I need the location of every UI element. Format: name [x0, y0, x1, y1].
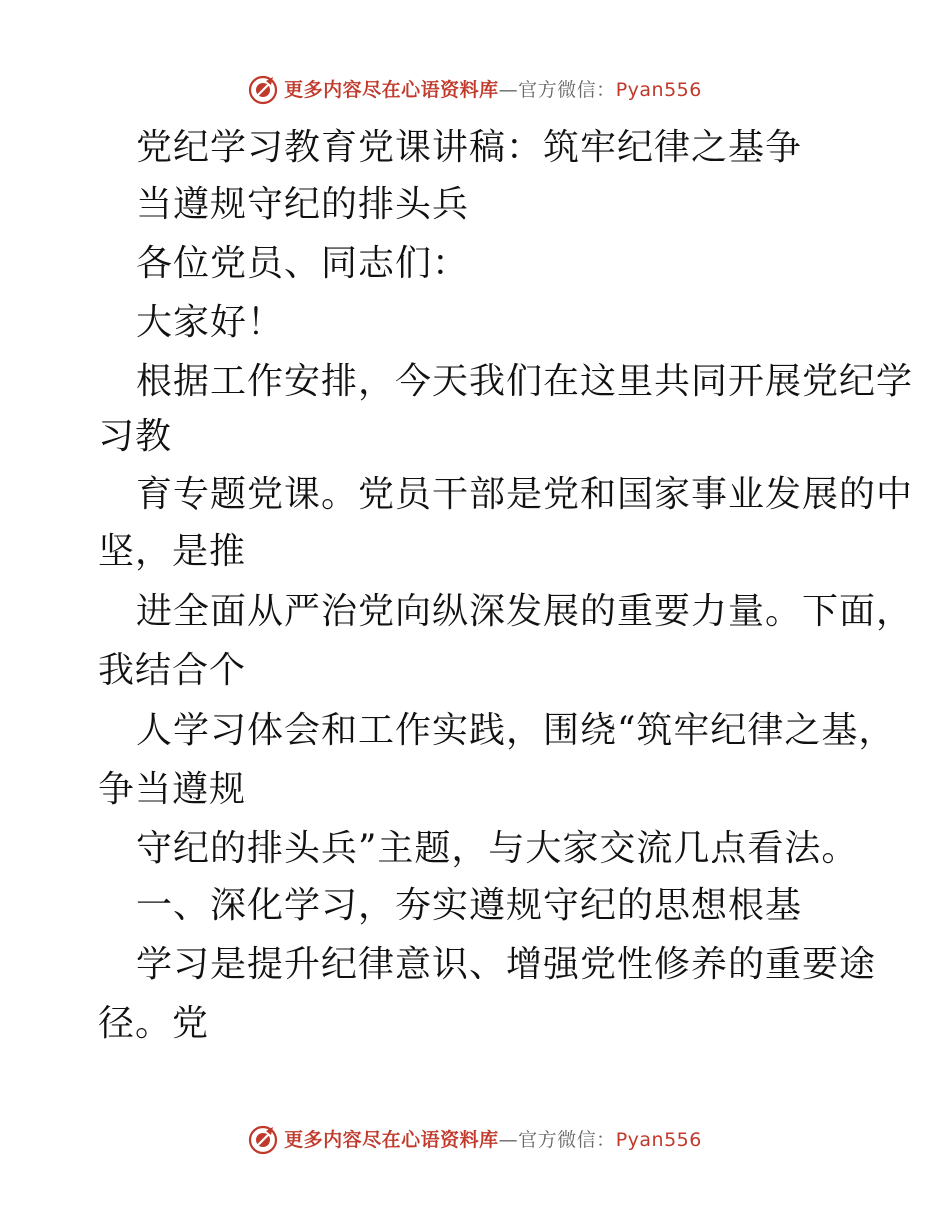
doc-paragraph-line: 进全面从严治党向纵深发展的重要力量。下面，: [136, 591, 914, 632]
doc-paragraph-line: 我结合个: [98, 650, 247, 691]
doc-paragraph-line: 根据工作安排，今天我们在这里共同开展党纪学: [136, 361, 914, 402]
banner-site-text: 更多内容尽在心语资料库: [284, 79, 499, 101]
banner-wechat-label: 官方微信：: [518, 79, 616, 101]
doc-paragraph-line: 学习是提升纪律意识、增强党性修养的重要途: [136, 944, 877, 985]
doc-paragraph-line: 人学习体会和工作实践，围绕“筑牢纪律之基，: [136, 710, 896, 751]
banner-text: [284, 1125, 702, 1155]
doc-greeting: 大家好！: [136, 302, 285, 343]
doc-salutation: 各位党员、同志们：: [136, 243, 470, 284]
brand-logo-icon: [248, 1125, 278, 1155]
doc-paragraph-line: 育专题党课。党员干部是党和国家事业发展的中: [136, 474, 914, 515]
doc-title-line-2: 当遵规守纪的排头兵: [136, 184, 470, 225]
doc-paragraph-line: 守纪的排头兵”主题，与大家交流几点看法。: [136, 828, 859, 869]
doc-paragraph-line: 争当遵规: [98, 769, 247, 810]
doc-paragraph-line: 径。党: [98, 1003, 210, 1044]
banner-dash: —: [498, 79, 519, 101]
doc-title-line-1: 党纪学习教育党课讲稿：筑牢纪律之基争: [136, 127, 803, 168]
brand-logo-icon: [248, 75, 278, 105]
banner-wechat-id: Pyan556: [615, 1129, 702, 1151]
doc-section-heading: 一、深化学习，夯实遵规守纪的思想根基: [136, 885, 803, 926]
footer-banner: [0, 1120, 950, 1160]
banner-text: [284, 75, 702, 105]
banner-site-text: 更多内容尽在心语资料库: [284, 1129, 499, 1151]
doc-paragraph-line: 坚，是推: [98, 531, 247, 572]
banner-wechat-label: 官方微信：: [518, 1129, 616, 1151]
doc-paragraph-line: 习教: [98, 416, 173, 457]
banner-wechat-id: Pyan556: [615, 79, 702, 101]
header-banner: [0, 70, 950, 110]
banner-dash: —: [498, 1129, 519, 1151]
